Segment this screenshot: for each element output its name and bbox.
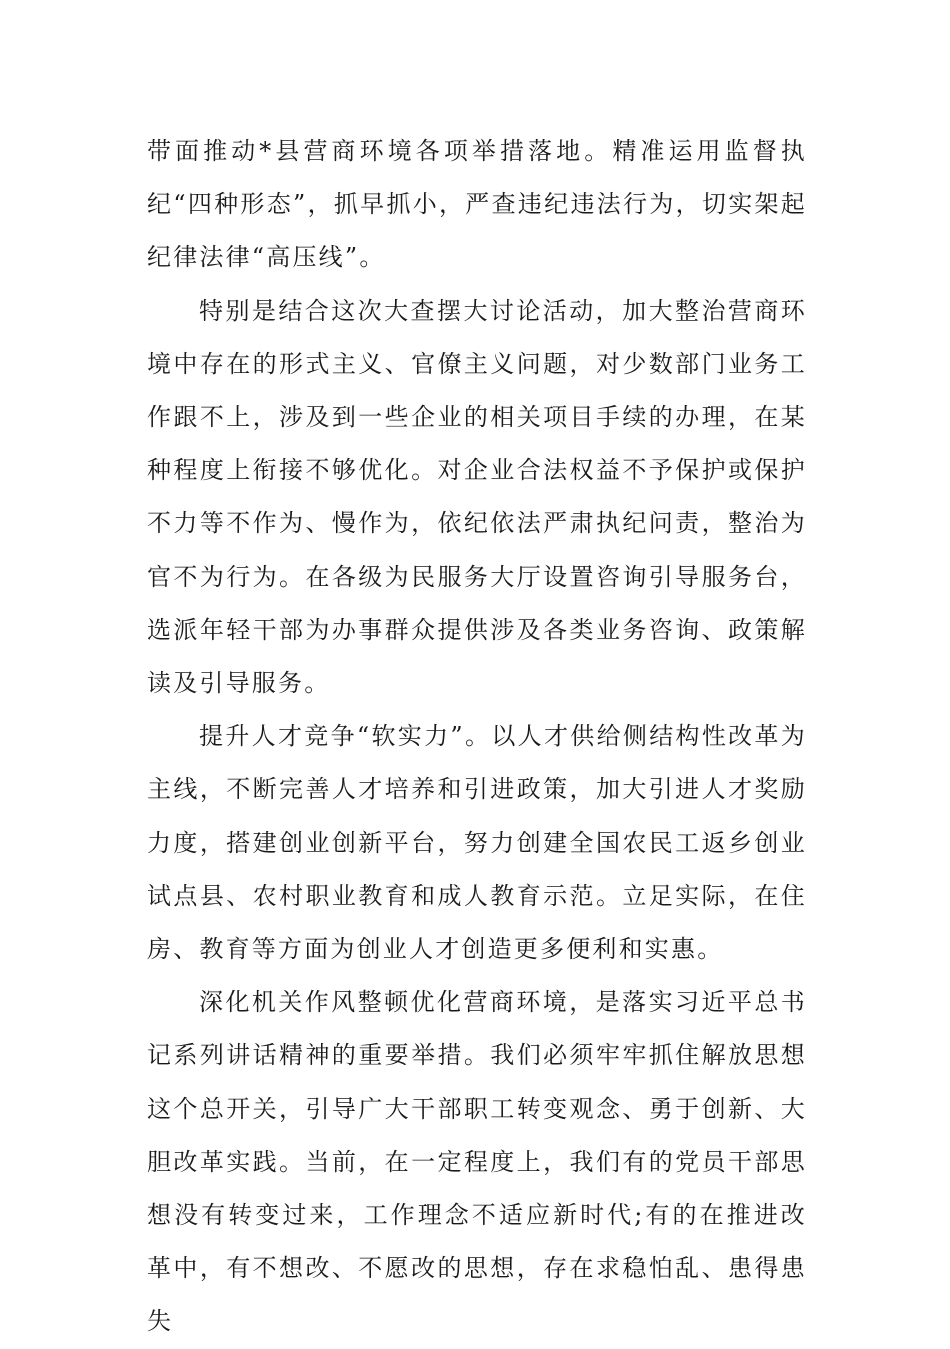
paragraph-3: 提升人才竞争“软实力”。以人才供给侧结构性改革为主线，不断完善人才培养和引进政策，加大引进人才奖励力度，搭建创业创新平台，努力创建全国农民工返乡创业试点县、农村职业教育和成人教育示范。立足实际，在住房、教育等方面为创业人才创造更多便利和实惠。 bbox=[147, 722, 807, 964]
document-body bbox=[147, 125, 807, 1349]
paragraph-1: 带面推动*县营商环境各项举措落地。精准运用监督执纪“四种形态”，抓早抓小，严查违纪违法行为，切实架起纪律法律“高压线”。 bbox=[147, 137, 807, 272]
paragraph-2: 特别是结合这次大查摆大讨论活动，加大整治营商环境中存在的形式主义、官僚主义问题，对少数部门业务工作跟不上，涉及到一些企业的相关项目手续的办理，在某种程度上衔接不够优化。对企业合法权益不予保护或保护不力等不作为、慢作为，依纪依法严肃执纪问责，整治为官不为行为。在各级为民服务大厅设置咨询引导服务台，选派年轻干部为办事群众提供涉及各类业务咨询、政策解读及引导服务。 bbox=[147, 296, 807, 698]
paragraph-4: 深化机关作风整顿优化营商环境，是落实习近平总书记系列讲话精神的重要举措。我们必须牢牢抓住解放思想这个总开关，引导广大干部职工转变观念、勇于创新、大胆改革实践。当前，在一定程度上，我们有的党员干部思想没有转变过来，工作理念不适应新时代;有的在推进改革中，有不想改、不愿改的思想，存在求稳怕乱、患得患失 bbox=[147, 988, 807, 1336]
